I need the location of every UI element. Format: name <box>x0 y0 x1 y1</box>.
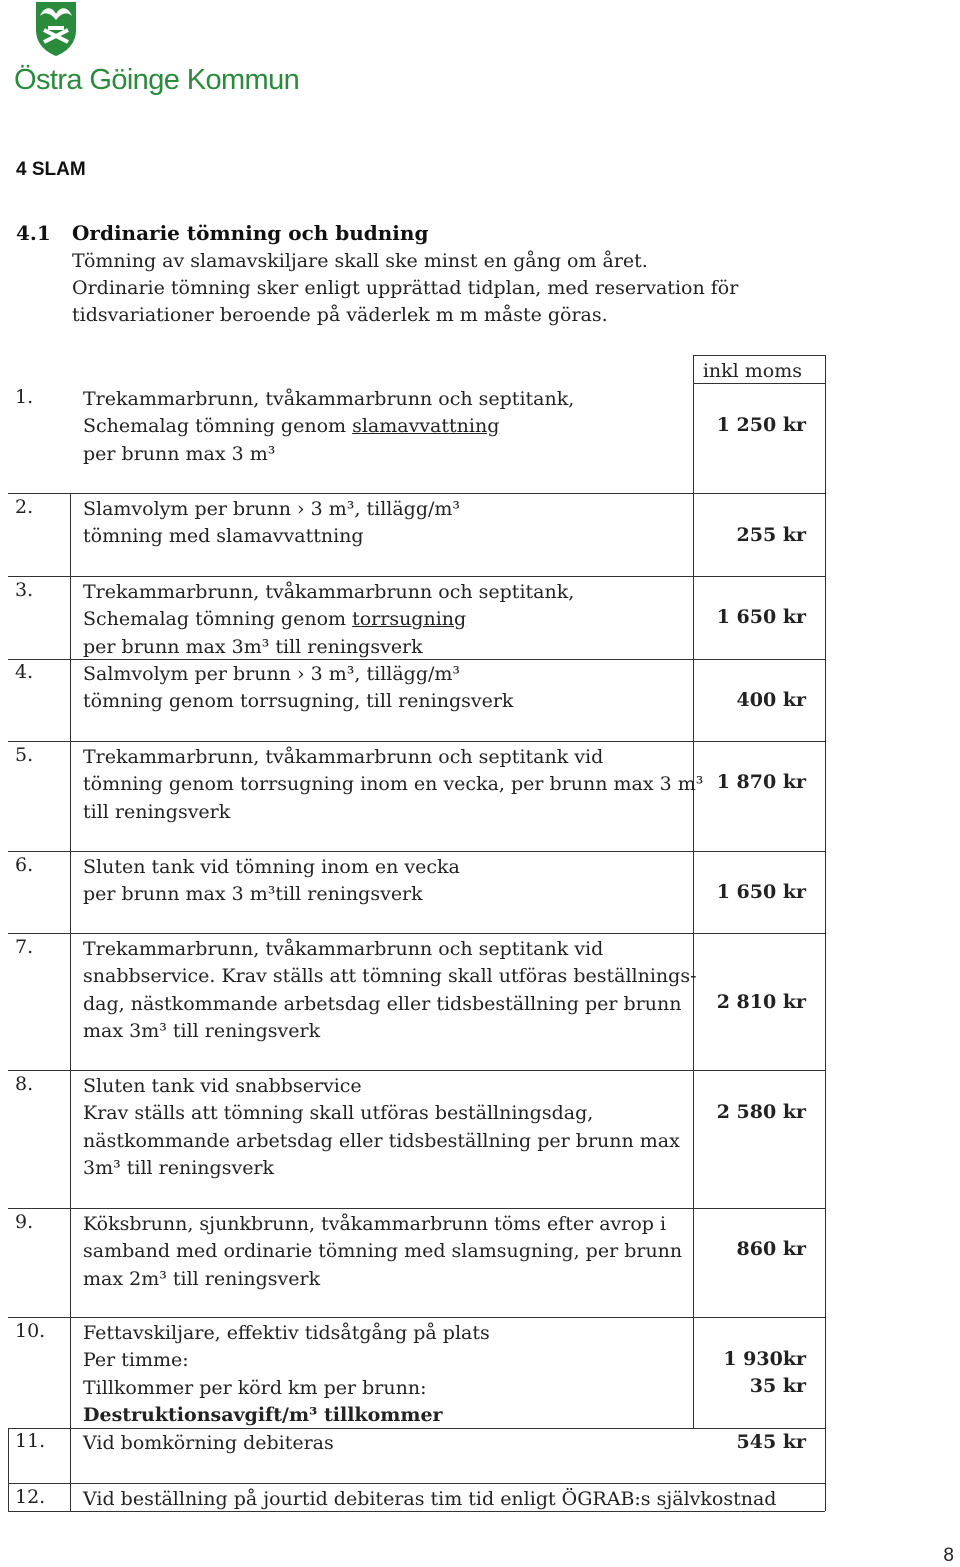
price-column-header: inkl moms <box>702 360 802 382</box>
row-line: tömning med slamavvattning <box>83 525 364 548</box>
underlined-term: torrsugning <box>352 608 467 631</box>
row-line: tömning genom torrsugning, till reningsverk <box>83 690 514 713</box>
intro-line: tidsvariationer beroende på väderlek m m måste göras. <box>72 304 608 326</box>
row-price: 545 kr <box>736 1431 806 1453</box>
row-price: 1 650 kr <box>716 881 806 903</box>
row-description <box>83 936 697 1045</box>
row-line: till reningsverk <box>83 800 231 823</box>
row-description <box>83 744 703 826</box>
row-price: 1 930kr <box>723 1348 806 1370</box>
row-line: Sluten tank vid tömning inom en vecka <box>83 856 460 878</box>
row-line: Trekammarbrunn, tvåkammarbrunn och septitank vid <box>83 746 604 768</box>
row-description <box>83 1486 776 1513</box>
row-line: Vid bomkörning debiteras <box>83 1432 334 1454</box>
grid-line <box>8 1317 825 1318</box>
grid-line <box>8 1483 825 1484</box>
grid-line <box>8 933 825 934</box>
row-line: tömning genom torrsugning inom en vecka, per brunn max 3 m³ <box>83 773 704 796</box>
subsection-number: 4.1 <box>16 221 51 245</box>
grid-line <box>8 741 825 742</box>
row-number: 11. <box>15 1430 46 1452</box>
row-price: 2 580 kr <box>716 1101 806 1123</box>
row-number: 1. <box>15 386 34 408</box>
row-line: Köksbrunn, sjunkbrunn, tvåkammarbrunn töms efter avrop i <box>83 1213 667 1235</box>
grid-line <box>8 1208 825 1209</box>
grid-line <box>693 355 694 1428</box>
row-line <box>83 413 574 440</box>
row-description <box>83 579 574 661</box>
row-line: max 3m³ till reningsverk <box>83 1019 321 1042</box>
coat-of-arms-icon <box>34 0 78 58</box>
row-number: 2. <box>15 496 34 518</box>
row-line: Trekammarbrunn, tvåkammarbrunn och septitank, <box>83 388 575 410</box>
row-line: Slamvolym per brunn › 3 m³, tillägg/m³ <box>83 498 461 520</box>
row-description <box>83 661 513 716</box>
municipality-logo <box>14 0 300 100</box>
row-line: Fettavskiljare, effektiv tidsåtgång på plats <box>83 1322 490 1344</box>
row-line: nästkommande arbetsdag eller tidsbeställning per brunn max <box>83 1129 680 1152</box>
row-price: 400 kr <box>736 689 806 711</box>
row-line: 3m³ till reningsverk <box>83 1156 275 1179</box>
row-line: per brunn max 3 m³ <box>83 442 276 465</box>
grid-line <box>8 1428 9 1511</box>
row-price: 860 kr <box>736 1238 806 1260</box>
page-number: 8 <box>943 1545 954 1566</box>
row-line: Tillkommer per körd km per brunn: <box>83 1376 427 1399</box>
row-description <box>83 1430 334 1457</box>
row-price: 2 810 kr <box>716 991 806 1013</box>
row-line: Per timme: <box>83 1349 189 1372</box>
intro-line: Tömning av slamavskiljare skall ske minst en gång om året. <box>72 250 648 272</box>
grid-line <box>70 493 71 1428</box>
row-line: snabbservice. Krav ställs att tömning skall utföras beställnings- <box>83 965 697 988</box>
row-number: 8. <box>15 1073 34 1095</box>
subsection-title: Ordinarie tömning och budning <box>72 221 429 245</box>
row-line-text: Schemalag tömning genom <box>83 608 353 631</box>
row-price: 1 250 kr <box>716 414 806 436</box>
grid-line <box>8 576 825 577</box>
grid-line <box>8 1070 825 1071</box>
row-description <box>83 386 574 468</box>
row-line: per brunn max 3m³ till reningsverk <box>83 635 423 658</box>
row-line: dag, nästkommande arbetsdag eller tidsbeställning per brunn <box>83 992 682 1015</box>
row-line: Salmvolym per brunn › 3 m³, tillägg/m³ <box>83 663 461 685</box>
row-number: 10. <box>15 1320 46 1342</box>
row-description <box>83 1073 680 1182</box>
grid-line <box>8 851 825 852</box>
section-title: 4 SLAM <box>16 159 86 180</box>
row-line: Trekammarbrunn, tvåkammarbrunn och septitank, <box>83 581 575 603</box>
intro-paragraph <box>72 248 738 329</box>
row-price: 255 kr <box>736 524 806 546</box>
row-price: 1 870 kr <box>716 771 806 793</box>
row-number: 12. <box>15 1486 46 1508</box>
grid-line <box>825 355 826 1511</box>
row-line: Krav ställs att tömning skall utföras beställningsdag, <box>83 1102 594 1125</box>
grid-line <box>693 355 825 356</box>
org-name: Östra Göinge Kommun <box>14 64 300 96</box>
grid-line <box>70 1428 71 1511</box>
row-number: 5. <box>15 744 34 766</box>
row-description <box>83 1320 490 1429</box>
row-line: Trekammarbrunn, tvåkammarbrunn och septitank vid <box>83 938 604 960</box>
row-description <box>83 496 460 551</box>
underlined-term: slamavvattning <box>352 415 500 438</box>
row-line: Destruktionsavgift/m³ tillkommer <box>83 1403 443 1426</box>
row-line-text: Schemalag tömning genom <box>83 415 353 438</box>
row-price: 1 650 kr <box>716 606 806 628</box>
row-price-secondary: 35 kr <box>749 1375 806 1397</box>
row-description <box>83 854 460 909</box>
row-line: max 2m³ till reningsverk <box>83 1267 321 1290</box>
row-line: Vid beställning på jourtid debiteras tim tid enligt ÖGRAB:s självkostnad <box>83 1488 777 1510</box>
row-description <box>83 1211 682 1293</box>
grid-line <box>693 383 825 384</box>
row-number: 6. <box>15 854 34 876</box>
intro-line: Ordinarie tömning sker enligt upprättad tidplan, med reservation för <box>72 277 739 299</box>
row-number: 7. <box>15 936 34 958</box>
row-number: 9. <box>15 1211 34 1233</box>
row-line <box>83 606 574 633</box>
grid-line <box>8 493 825 494</box>
row-number: 4. <box>15 661 34 683</box>
row-number: 3. <box>15 579 34 601</box>
row-line: per brunn max 3 m³till reningsverk <box>83 883 423 906</box>
row-line: Sluten tank vid snabbservice <box>83 1075 362 1097</box>
row-line: samband med ordinarie tömning med slamsugning, per brunn <box>83 1240 683 1263</box>
